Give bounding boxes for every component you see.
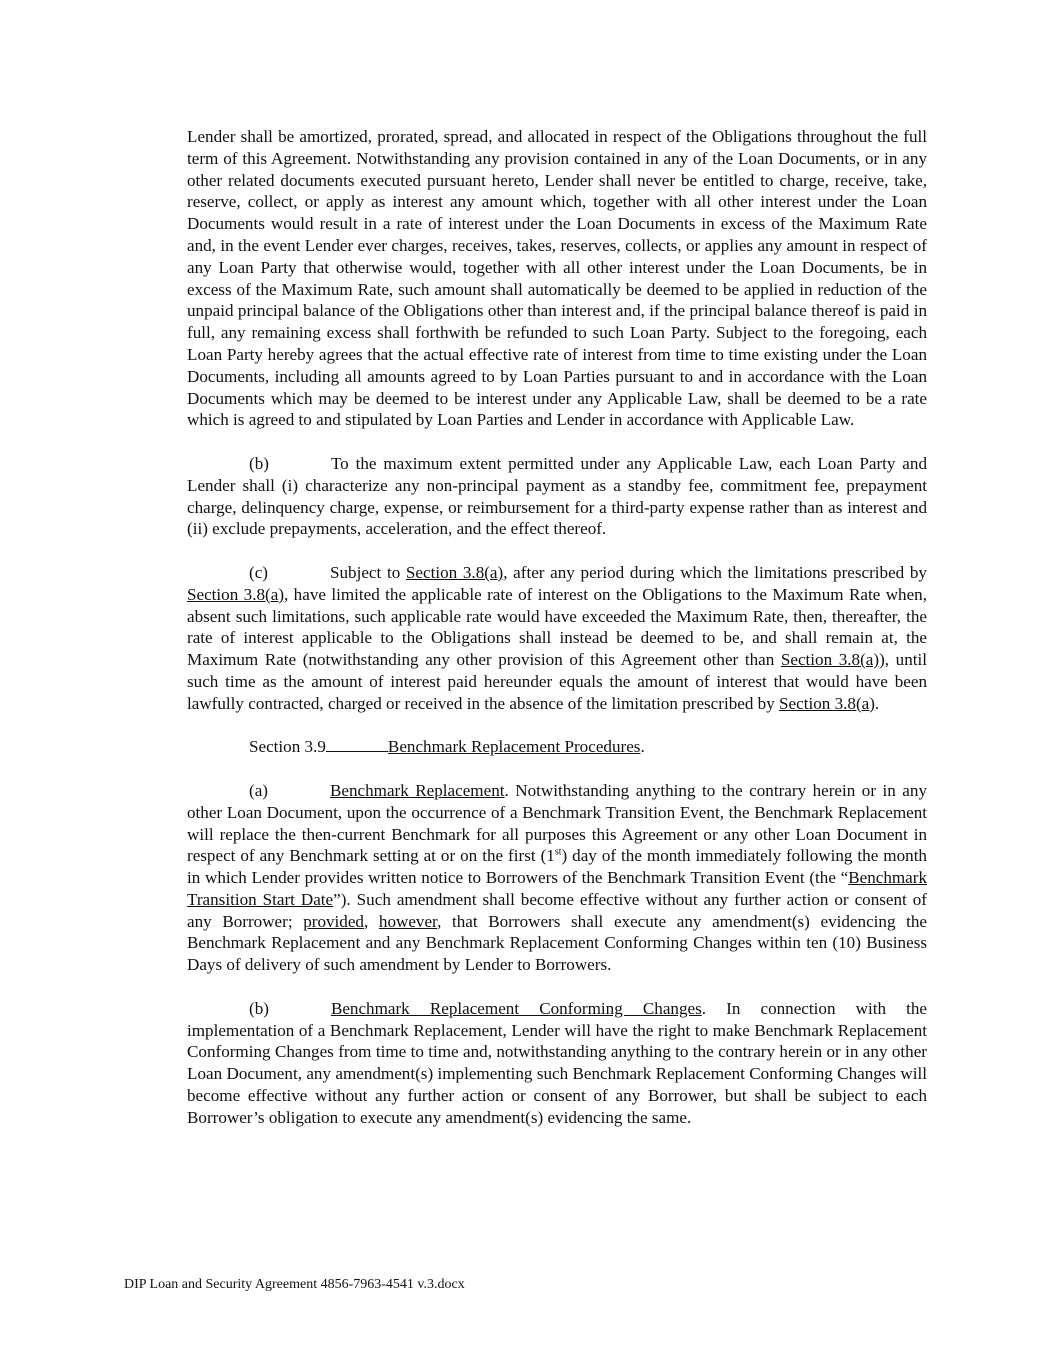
paragraph-c-text-1: Subject to [329,562,406,582]
proviso-however: however [378,911,438,931]
paragraph-39a-text-3: ”). Such amendment shall become effective without any further action or consent of any Borrower; [187,889,927,931]
section-number: Section 3.9 [249,737,326,757]
paragraph-39a [187,780,927,976]
paragraph-b [187,453,927,540]
section-heading [187,736,927,758]
section-title: Benchmark Replacement Procedures [387,737,641,757]
section-reference: Section 3.8(a) [187,584,285,604]
document-body [187,126,927,1129]
defined-term: Benchmark Transition Start Date [187,868,927,909]
paragraph-c-text-5: . [874,693,880,713]
paragraph-a-continuation: Lender shall be amortized, prorated, spread, and allocated in respect of the Obligations throughout the full term of this Agreement. Notwithstanding any provision contained in any of the Loan Documents, or in any other related documents executed pursuant hereto, Lender shall never be entitled to charge, receive, take, reserve, collect, or apply as interest any amount which, together with all other interest under the Loan Documents would result in a rate of interest under the Loan Documents in excess of the Maximum Rate and, in the event Lender ever charges, receives, takes, reserves, collects, or applies any amount in respect of any Loan Party that otherwise would, together with all other interest under the Loan Documents, be in excess of the Maximum Rate, such amount shall automatically be deemed to be applied in reduction of the unpaid principal balance of the Obligations other than interest and, if the principal balance thereof is paid in full, any remaining excess shall forthwith be refunded to such Loan Party. Subject to the foregoing, each Loan Party hereby agrees that the actual effective rate of interest from time to time existing under the Loan Documents, including all amounts agreed to by Loan Parties pursuant to and in accordance with the Loan Documents which may be deemed to be interest under any Applicable Law, shall be deemed to be a rate which is agreed to and stipulated by Loan Parties and Lender in accordance with Applicable Law. [187,127,927,430]
paragraph-c-text-4: ), until such time as the amount of interest paid hereunder equals the amount of interest that would have been lawfully contracted, charged or received in the absence of the limitation prescribed by [187,650,927,713]
paragraph-39a-heading: Benchmark Replacement [329,780,505,800]
proviso-provided: provided [303,911,364,931]
section-reference: Section 3.8(a) [780,650,880,670]
paragraph-b-text: To the maximum extent permitted under any Applicable Law, each Loan Party and Lender shall (i) characterize any non-principal payment as a standby fee, commitment fee, prepayment charge, delinquency charge, expense, or reimbursement for a third-party expense rather than as interest and (ii) exclude prepayments, acceleration, and the effect thereof. [187,453,927,539]
paragraph-c-text-2: , after any period during which the limitations prescribed by [503,562,927,582]
paragraph-c-text-3: , have limited the applicable rate of interest on the Obligations to the Maximum Rate when, absent such limitations, such applicable rate would have exceeded the Maximum Rate, then, thereafter, the rate of interest applicable to the Obligations shall instead be deemed to be, and shall remain at, the Maximum Rate (notwithstanding any other provision of this Agreement other than [187,584,927,670]
paragraph-39a-text-2: ) day of the month immediately following the month in which Lender provides written notice to Borrowers of the Benchmark Transition Event (the “ [187,846,927,888]
paragraph-c-label: (c) [249,562,268,582]
paragraph-39a-text-4: , that Borrowers shall execute any amendment(s) evidencing the Benchmark Replacement and any Benchmark Replacement Conforming Changes within ten (10) Business Days of delivery of such amendment by Lender to Borrowers. [187,911,928,975]
paragraph-39a-text-1: . Notwithstanding anything to the contrary herein or in any other Loan Document, upon the occurrence of a Benchmark Transition Event, the Benchmark Replacement will replace the then-current Benchmark for all purposes this Agreement or any other Loan Document in respect of any Benchmark setting at or on the first (1 [187,780,927,866]
paragraph-39b-heading: Benchmark Replacement Conforming Changes [330,998,702,1018]
proviso-comma: , [363,911,379,931]
heading-underline-gap [326,736,388,752]
section-title-period: . [640,737,645,757]
ordinal-superscript: st [554,846,562,858]
document-footer: DIP Loan and Security Agreement 4856-7963-4541 v.3.docx [124,1277,465,1292]
paragraph-39a-label: (a) [249,780,268,800]
paragraph-39b-text-1: . In connection with the implementation of a Benchmark Replacement, Lender will have the right to make Benchmark Replacement Conforming Changes from time to time and, notwithstanding anything to the contrary herein or in any other Loan Document, any amendment(s) implementing such Benchmark Replacement Conforming Changes will become effective without any further action or consent of any Borrower, but shall be subject to each Borrower’s obligation to execute any amendment(s) evidencing the same. [187,998,927,1127]
paragraph-b-label: (b) [249,453,269,473]
section-reference: Section 3.8(a) [405,562,504,582]
paragraph-c [187,562,927,715]
paragraph-39b-label: (b) [249,998,269,1018]
section-reference: Section 3.8(a) [779,693,875,713]
paragraph-39b [187,998,927,1129]
